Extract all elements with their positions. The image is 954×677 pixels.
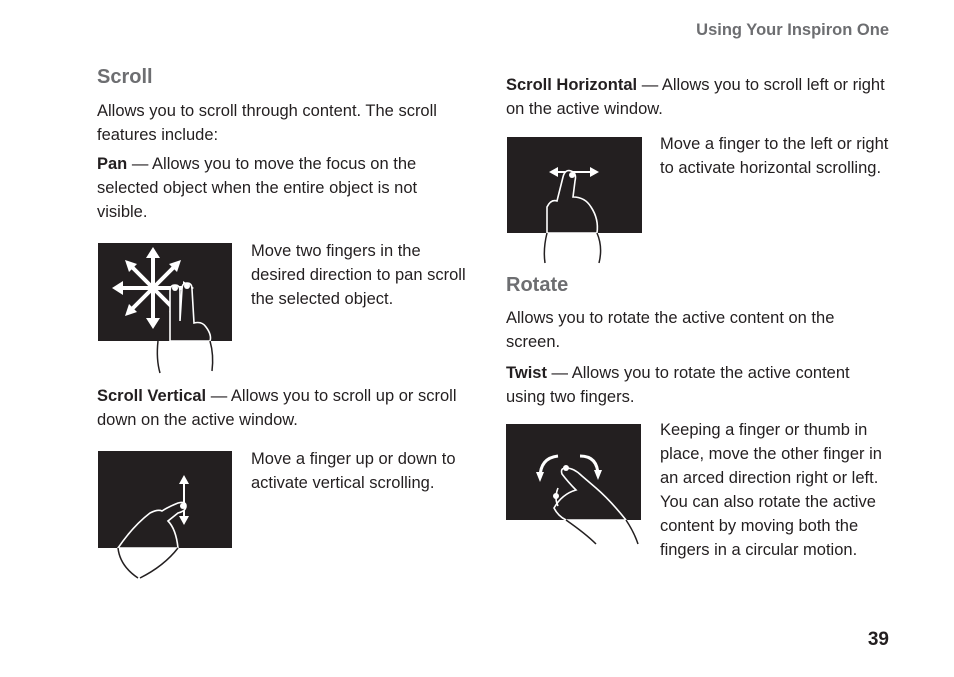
vertical-scroll-icon [98, 451, 232, 548]
rotate-intro: Allows you to rotate the active content on the screen. [506, 309, 835, 351]
horizontal-scroll-figure [507, 137, 642, 233]
page-number: 39 [867, 629, 889, 650]
pan-desc: — Allows you to move the focus on the selected object when the entire object is not visible. [97, 155, 418, 221]
vertical-desc: — Allows you to scroll up or scroll down on the active window. [97, 387, 457, 429]
horizontal-term: Scroll Horizontal [506, 76, 638, 94]
pan-term: Pan [97, 155, 128, 173]
multi-direction-pan-icon [98, 243, 232, 341]
pan-description [97, 152, 462, 224]
vertical-caption: Move a finger up or down to activate vertical scrolling. [251, 450, 456, 492]
running-header: Using Your Inspiron One [696, 21, 889, 39]
horizontal-scroll-icon [507, 137, 642, 233]
vertical-scroll-figure [98, 451, 232, 548]
scroll-heading: Scroll [97, 66, 153, 88]
vertical-hand-wrist-outline [98, 548, 232, 588]
horizontal-desc: — Allows you to scroll left or right on the active window. [506, 76, 885, 118]
rotate-heading: Rotate [506, 274, 569, 296]
twist-caption: Keeping a finger or thumb in place, move the other finger in an arced direction right or left. You can also rotate the active content by moving both the fingers in a circular motion. [660, 421, 882, 559]
twist-description [506, 361, 876, 409]
vertical-term: Scroll Vertical [97, 387, 207, 405]
twist-hand-wrist-outline [506, 520, 641, 560]
twist-gesture-figure [506, 424, 641, 520]
pan-hand-wrist-outline [98, 341, 232, 381]
twist-rotate-icon [506, 424, 641, 520]
pan-gesture-figure [98, 243, 232, 341]
vertical-description [97, 384, 462, 432]
twist-term: Twist [506, 364, 547, 382]
horizontal-caption: Move a finger to the left or right to activate horizontal scrolling. [660, 135, 889, 177]
scroll-intro: Allows you to scroll through content. The scroll features include: [97, 102, 437, 144]
horizontal-description [506, 73, 886, 121]
horizontal-hand-wrist-outline [507, 233, 642, 273]
pan-caption: Move two fingers in the desired direction to pan scroll the selected object. [251, 242, 466, 308]
twist-desc: — Allows you to rotate the active content using two fingers. [506, 364, 850, 406]
